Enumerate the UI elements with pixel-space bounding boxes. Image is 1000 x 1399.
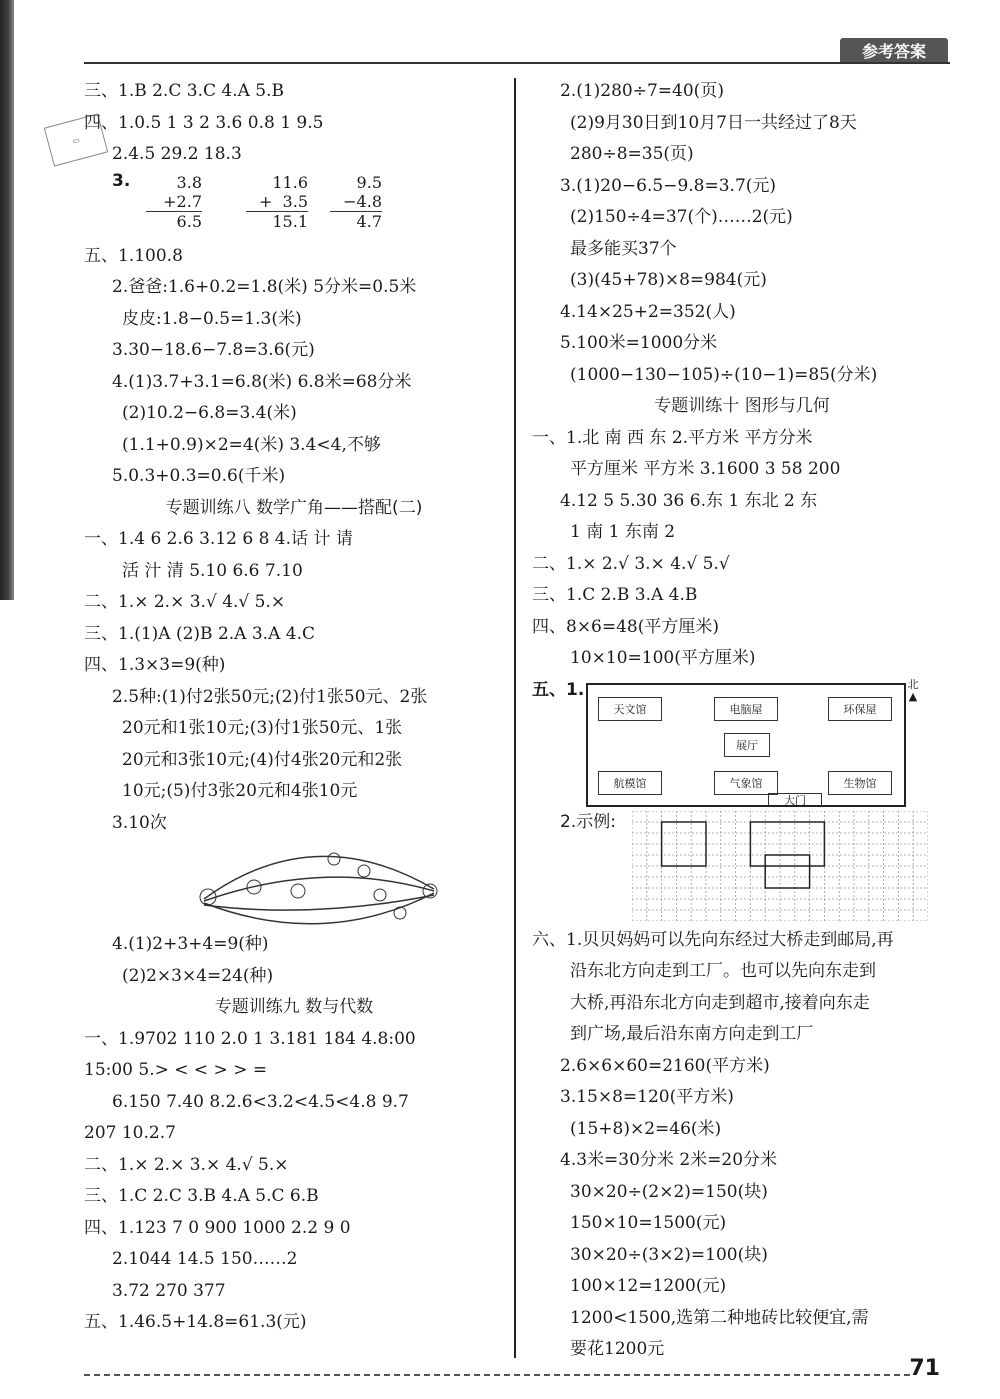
answer-line: 150×10=1500(元) bbox=[570, 1213, 727, 1233]
answer-line: 活 汁 清 5.10 6.6 7.10 bbox=[122, 560, 303, 581]
calc-result: 6.5 bbox=[176, 211, 202, 231]
map-room: 环保屋 bbox=[828, 697, 892, 721]
grid-label: 2.示例: bbox=[560, 811, 616, 832]
answer-line: 2.5种:(1)付2张50元;(2)付1张50元、2张 bbox=[112, 686, 428, 707]
calc-item bbox=[146, 173, 202, 231]
answer-line: 280÷8=35(页) bbox=[570, 144, 694, 164]
answer-line: 100×12=1200(元) bbox=[570, 1276, 727, 1296]
answer-line: 5.100米=1000分米 bbox=[560, 333, 718, 353]
calc-item bbox=[330, 173, 382, 231]
answer-line: 二、1.× 2.√ 3.× 4.√ 5.√ bbox=[532, 553, 730, 574]
right-column bbox=[532, 76, 952, 1366]
answer-line: 平方厘米 平方米 3.1600 3 58 200 bbox=[570, 459, 841, 479]
grid-drawing bbox=[632, 811, 928, 921]
header-rule bbox=[84, 62, 950, 64]
answer-line: 6.150 7.40 8.2.6<3.2<4.5<4.8 9.7 bbox=[112, 1091, 409, 1112]
answer-line: (1000−130−105)÷(10−1)=85(分米) bbox=[570, 364, 878, 385]
map-room: 展厅 bbox=[724, 733, 770, 757]
stamp-mark: ▭ bbox=[44, 113, 108, 166]
answer-line: 2.(1)280÷7=40(页) bbox=[560, 81, 724, 101]
calc-operand: −4.8 bbox=[330, 192, 382, 212]
answer-line: 三、1.B 2.C 3.C 4.A 5.B bbox=[84, 81, 284, 101]
answer-line: 最多能买37个 bbox=[570, 238, 677, 259]
footer-rule bbox=[84, 1374, 910, 1376]
answer-line: 2.1044 14.5 150……2 bbox=[112, 1249, 298, 1269]
vertical-calculation bbox=[84, 171, 504, 241]
answer-line: (1.1+0.9)×2=4(米) 3.4<4,不够 bbox=[122, 434, 381, 455]
answer-line: 三、1.(1)A (2)B 2.A 3.A 4.C bbox=[84, 623, 315, 644]
answer-line: 20元和3张10元;(4)付4张20元和2张 bbox=[122, 749, 403, 770]
column-divider bbox=[514, 78, 516, 1358]
answer-line: 15:00 5.> < < > > = bbox=[84, 1060, 268, 1080]
calc-operand: 9.5 bbox=[356, 172, 382, 192]
answer-line: 10×10=100(平方厘米) bbox=[570, 648, 756, 668]
answer-line: 3.(1)20−6.5−9.8=3.7(元) bbox=[560, 175, 777, 196]
answer-key-tag: 参考答案 bbox=[840, 38, 948, 62]
answer-line: 四、1.3×3=9(种) bbox=[84, 655, 226, 675]
answer-line: 1 南 1 东南 2 bbox=[570, 522, 676, 542]
map-label: 五、1. bbox=[532, 679, 585, 700]
answer-line: 二、1.× 2.× 3.× 4.√ 5.× bbox=[84, 1154, 289, 1175]
answer-line: 2.4.5 29.2 18.3 bbox=[112, 144, 242, 164]
answer-line: 207 10.2.7 bbox=[84, 1123, 176, 1143]
answer-line: 三、1.C 2.C 3.B 4.A 5.C 6.B bbox=[84, 1186, 319, 1206]
section-heading: 专题训练十 图形与几何 bbox=[654, 396, 830, 416]
answer-line: 三、1.C 2.B 3.A 4.B bbox=[532, 585, 698, 605]
calc-operand: + 3.5 bbox=[246, 192, 308, 212]
answer-line: (15+8)×2=46(米) bbox=[570, 1118, 722, 1139]
answer-line: 一、1.9702 110 2.0 1 3.181 184 4.8:00 bbox=[84, 1028, 416, 1049]
answer-line: (3)(45+78)×8=984(元) bbox=[570, 270, 767, 290]
north-arrow-icon: 北 ▲ bbox=[907, 677, 919, 703]
answer-line: 4.(1)2+3+4=9(种) bbox=[112, 934, 269, 954]
answer-line: 4.14×25+2=352(人) bbox=[560, 301, 736, 322]
answer-line: 皮皮:1.8−0.5=1.3(米) bbox=[122, 308, 302, 329]
answer-line: 30×20÷(3×2)=100(块) bbox=[570, 1244, 768, 1265]
answer-line: (2)9月30日到10月7日一共经过了8天 bbox=[570, 112, 857, 133]
section-heading: 专题训练九 数与代数 bbox=[214, 997, 374, 1017]
answer-line: 4.(1)3.7+3.1=6.8(米) 6.8米=68分米 bbox=[112, 371, 412, 392]
answer-line: 一、1.4 6 2.6 3.12 6 8 4.话 计 请 bbox=[84, 529, 353, 549]
answer-line: 1200<1500,选第二种地砖比较便宜,需 bbox=[570, 1307, 869, 1328]
calc-label: 3. bbox=[112, 170, 131, 191]
answer-line: 四、1.0.5 1 3 2 3.6 0.8 1 9.5 bbox=[84, 112, 324, 133]
answer-line: 五、1.100.8 bbox=[84, 245, 183, 266]
answer-line: 3.30−18.6−7.8=3.6(元) bbox=[112, 340, 315, 360]
answer-line: 到广场,最后沿东南方向走到工厂 bbox=[570, 1024, 814, 1044]
answer-line: 二、1.× 2.× 3.√ 4.√ 5.× bbox=[84, 592, 286, 612]
answer-line: 四、8×6=48(平方厘米) bbox=[532, 616, 720, 637]
section-heading: 专题训练八 数学广角——搭配(二) bbox=[165, 497, 423, 518]
map-room: 生物馆 bbox=[828, 771, 892, 795]
left-column bbox=[84, 76, 504, 1339]
map-gate: 大门 bbox=[768, 793, 822, 806]
calc-operand: 11.6 bbox=[272, 172, 308, 192]
grid-example bbox=[532, 805, 952, 925]
calc-operand: +2.7 bbox=[146, 192, 202, 212]
calc-operand: 3.8 bbox=[176, 172, 202, 192]
calc-result: 15.1 bbox=[272, 211, 308, 231]
map-room: 航模馆 bbox=[598, 771, 662, 795]
answer-line: (2)2×3×4=24(种) bbox=[122, 965, 274, 986]
answer-line: 30×20÷(2×2)=150(块) bbox=[570, 1181, 768, 1202]
answer-line: 五、1.46.5+14.8=61.3(元) bbox=[84, 1312, 307, 1332]
answer-line: 4.12 5 5.30 36 6.东 1 东北 2 东 bbox=[560, 490, 818, 511]
calc-item bbox=[246, 173, 308, 231]
calc-result: 4.7 bbox=[356, 211, 382, 231]
page-number: 71 bbox=[909, 1356, 940, 1381]
answer-line: 3.10次 bbox=[112, 812, 167, 833]
answer-line: 5.0.3+0.3=0.6(千米) bbox=[112, 466, 286, 486]
answer-line: 3.72 270 377 bbox=[112, 1280, 226, 1301]
answer-line: 大桥,再沿东北方向走到超市,接着向东走 bbox=[570, 992, 870, 1013]
map-room: 天文馆 bbox=[598, 697, 662, 721]
map-frame bbox=[586, 683, 906, 807]
book-spine-shadow bbox=[0, 0, 14, 600]
answer-line: 沿东北方向走到工厂。也可以先向东走到 bbox=[570, 961, 876, 981]
matching-figure-illustration bbox=[194, 839, 454, 929]
exhibition-map bbox=[532, 675, 952, 805]
answer-line: (2)10.2−6.8=3.4(米) bbox=[122, 403, 297, 423]
answer-line: 4.3米=30分米 2米=20分米 bbox=[560, 1150, 778, 1170]
map-room: 电脑屋 bbox=[714, 697, 778, 721]
answer-line: 3.15×8=120(平方米) bbox=[560, 1087, 734, 1107]
map-room: 气象馆 bbox=[714, 771, 778, 795]
answer-line: (2)150÷4=37(个)……2(元) bbox=[570, 207, 793, 227]
answer-line: 10元;(5)付3张20元和4张10元 bbox=[122, 781, 358, 801]
answer-line: 20元和1张10元;(3)付1张50元、1张 bbox=[122, 718, 403, 738]
answer-line: 要花1200元 bbox=[570, 1339, 665, 1359]
answer-line: 一、1.北 南 西 东 2.平方米 平方分米 bbox=[532, 427, 813, 448]
answer-line: 六、1.贝贝妈妈可以先向东经过大桥走到邮局,再 bbox=[532, 929, 894, 950]
answer-line: 2.6×6×60=2160(平方米) bbox=[560, 1055, 770, 1076]
answer-line: 2.爸爸:1.6+0.2=1.8(米) 5分米=0.5米 bbox=[112, 277, 417, 297]
answer-line: 四、1.123 7 0 900 1000 2.2 9 0 bbox=[84, 1217, 351, 1238]
